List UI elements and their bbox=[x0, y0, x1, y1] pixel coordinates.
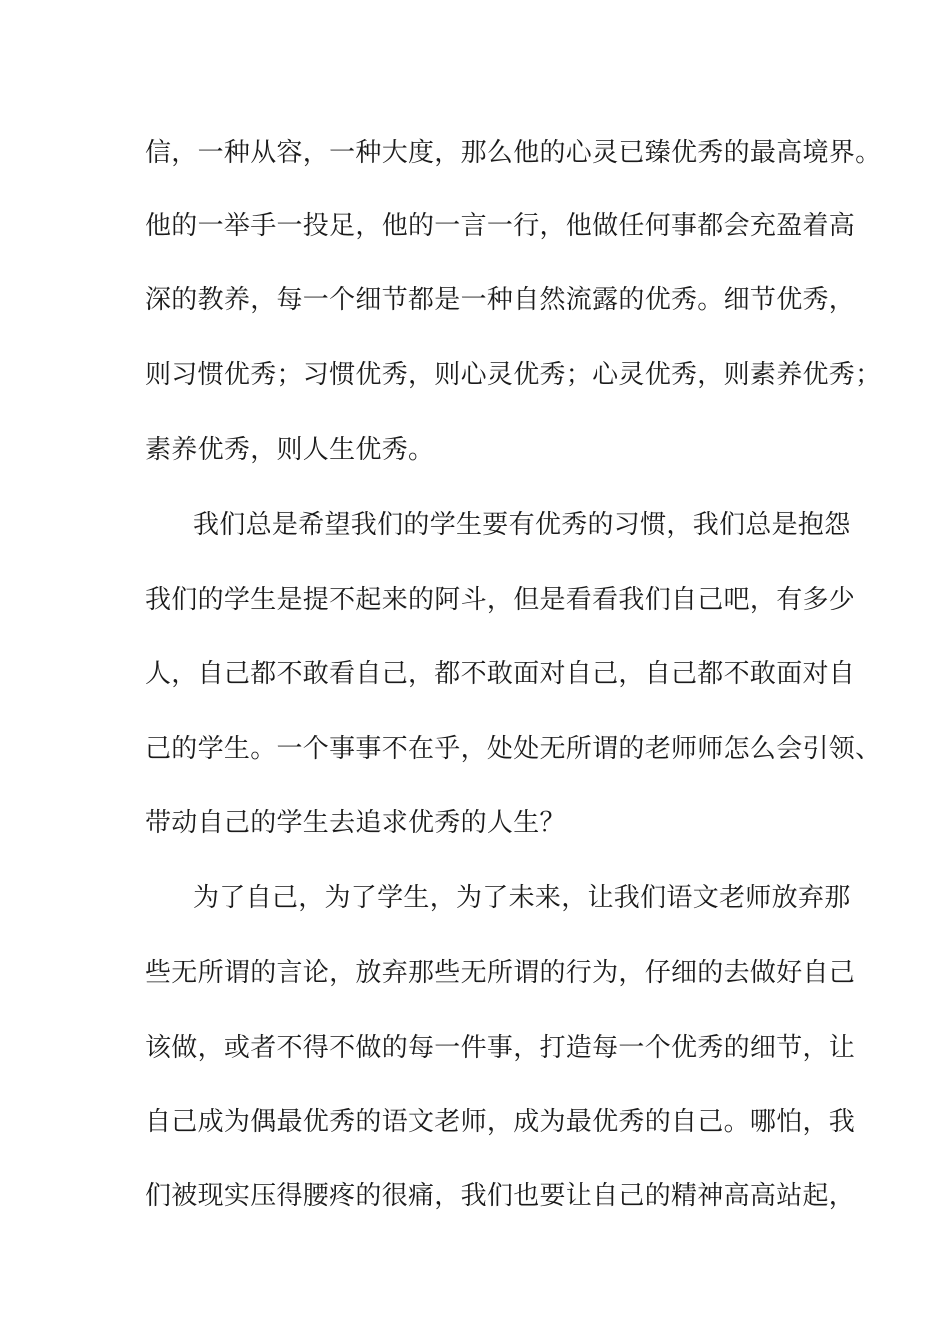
text-line: 们被现实压得腰疼的很痛，我们也要让自己的精神高高站起， bbox=[145, 1181, 856, 1211]
text-line: 我们的学生是提不起来的阿斗，但是看看我们自己吧，有多少 bbox=[145, 585, 856, 615]
text-line: 带动自己的学生去追求优秀的人生？ bbox=[145, 808, 566, 838]
text-line: 人，自己都不敢看自己，都不敢面对自己，自己都不敢面对自 bbox=[145, 659, 856, 689]
text-line: 自己成为偶最优秀的语文老师，成为最优秀的自己。哪怕，我 bbox=[145, 1107, 856, 1137]
text-line: 信，一种从容，一种大度，那么他的心灵已臻优秀的最高境界。 bbox=[145, 138, 882, 168]
text-line: 深的教养，每一个细节都是一种自然流露的优秀。细节优秀， bbox=[145, 285, 856, 315]
text-line: 该做，或者不得不做的每一件事，打造每一个优秀的细节，让 bbox=[145, 1033, 856, 1063]
paragraph-first-line: 我们总是希望我们的学生要有优秀的习惯，我们总是抱怨 bbox=[193, 510, 851, 540]
text-line: 他的一举手一投足，他的一言一行，他做任何事都会充盈着高 bbox=[145, 211, 856, 241]
text-line: 素养优秀，则人生优秀。 bbox=[145, 435, 435, 465]
text-line: 些无所谓的言论，放弃那些无所谓的行为，仔细的去做好自己 bbox=[145, 958, 856, 988]
paragraph-first-line: 为了自己，为了学生，为了未来，让我们语文老师放弃那 bbox=[193, 883, 851, 913]
text-line: 己的学生。一个事事不在乎，处处无所谓的老师师怎么会引领、 bbox=[145, 734, 882, 764]
text-line: 则习惯优秀；习惯优秀，则心灵优秀；心灵优秀，则素养优秀； bbox=[145, 360, 882, 390]
